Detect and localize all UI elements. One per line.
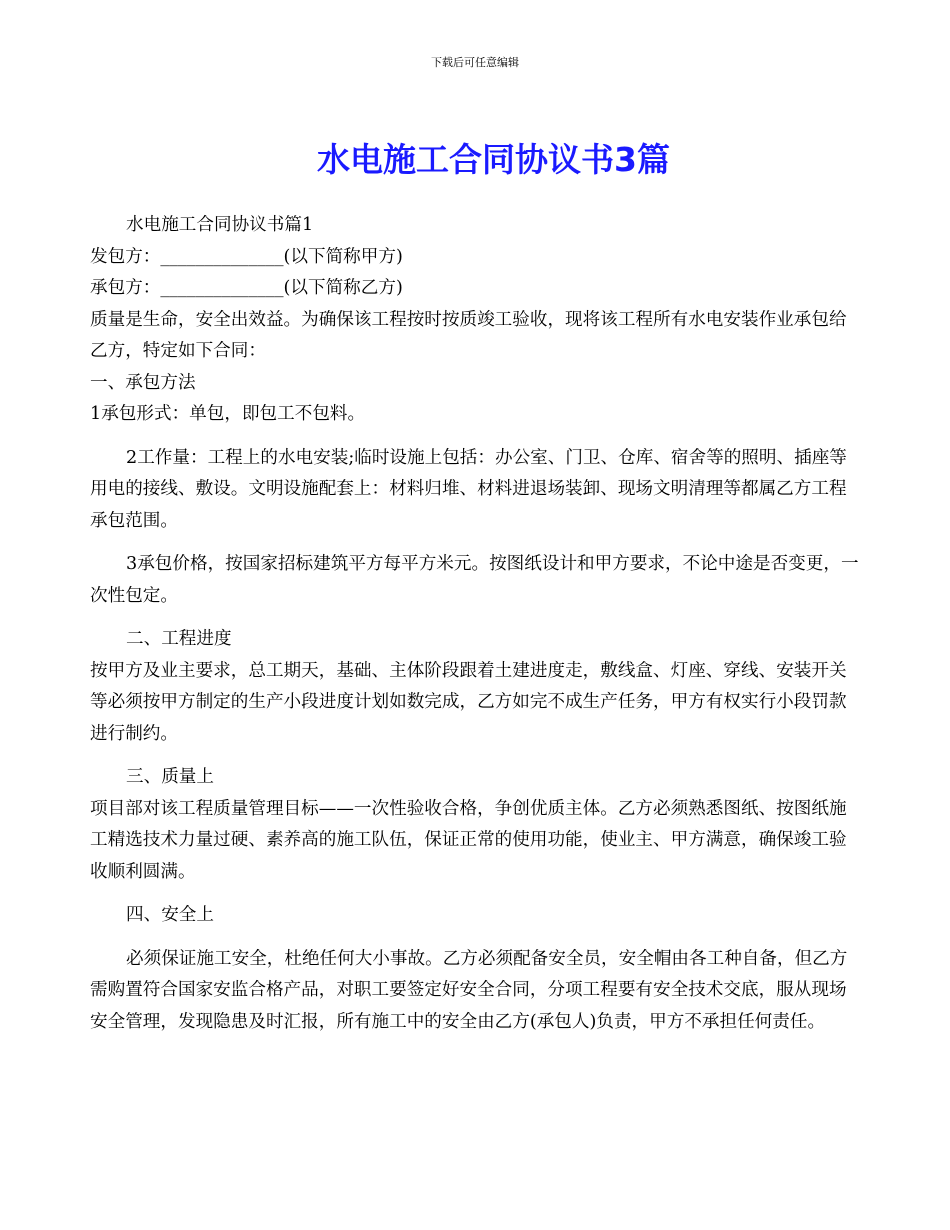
section1-item-1: 1承包形式：单包，即包工不包料。 [90, 404, 366, 424]
section1-item-3: 3承包价格，按国家招标建筑平方每平方米元。按图纸设计和甲方要求，不论中途是否变更，一次性包定。 [90, 554, 859, 606]
preamble-paragraph: 质量是生命，安全出效益。为确保该工程按时按质竣工验收，现将该工程所有水电安装作业承包给乙方，特定如下合同： [90, 309, 847, 361]
document-body [90, 210, 862, 1038]
document-title: 水电施工合同协议书3篇 [317, 140, 670, 179]
section2-body: 按甲方及业主要求，总工期天，基础、主体阶段跟着土建进度走，敷线盒、灯座、穿线、安装开关等必须按甲方制定的生产小段进度计划如数完成，乙方如完不成生产任务，甲方有权实行小段罚款进行制约。 [90, 660, 847, 744]
document-subtitle: 水电施工合同协议书篇1 [126, 215, 314, 235]
section3-body: 项目部对该工程质量管理目标——一次性验收合格，争创优质主体。乙方必须熟悉图纸、按图纸施工精选技术力量过硬、素养高的施工队伍，保证正常的使用功能，使业主、甲方满意，确保竣工验收顺利圆满。 [90, 798, 847, 882]
section-heading-4: 四、安全上 [126, 905, 214, 925]
section-heading-3: 三、质量上 [126, 767, 214, 787]
section1-item-2: 2工作量：工程上的水电安装;临时设施上包括：办公室、门卫、仓库、宿舍等的照明、插座等用电的接线、敷设。文明设施配套上：材料归堆、材料进退场装卸、现场文明清理等都属乙方工程承包范围。 [90, 447, 847, 531]
section-heading-1: 一、承包方法 [90, 372, 196, 393]
section-heading-2: 二、工程进度 [126, 629, 232, 649]
party-a-line: 发包方：______________(以下简称甲方) [90, 246, 403, 267]
party-b-line: 承包方：______________(以下简称乙方) [90, 278, 403, 298]
section4-body: 必须保证施工安全，杜绝任何大小事故。乙方必须配备安全员，安全帽由各工种自备，但乙方需购置符合国家安监合格产品，对职工要签定好安全合同，分项工程要有安全技术交底，服从现场安全管理，发现隐患及时汇报，所有施工中的安全由乙方(承包人)负责，甲方不承担任何责任。 [90, 948, 848, 1032]
page-header-note: 下载后可任意编辑 [431, 56, 519, 69]
